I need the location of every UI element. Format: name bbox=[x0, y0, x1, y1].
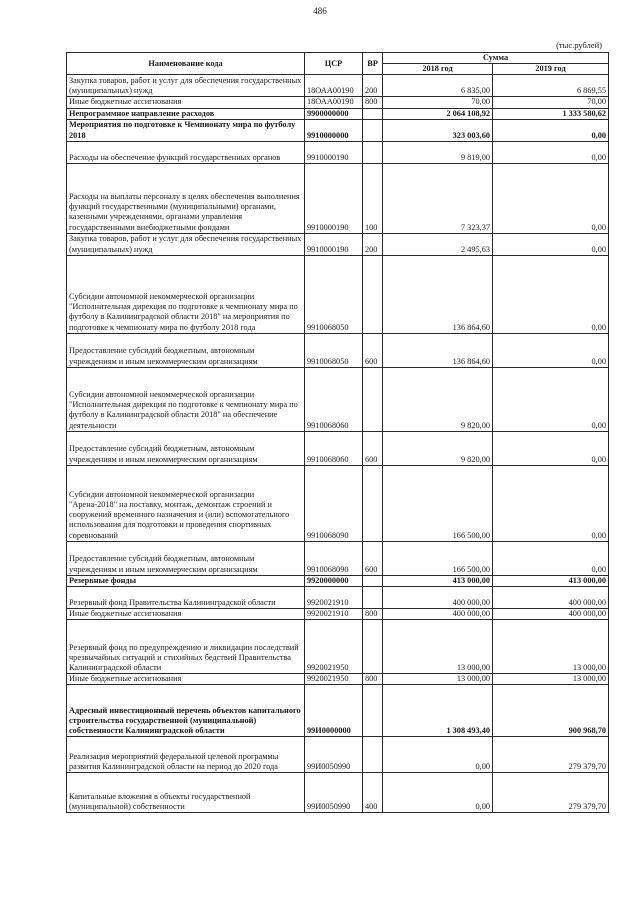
row-vr-cell: 800 bbox=[363, 609, 383, 620]
row-csr-cell: 99И0000000 bbox=[305, 685, 363, 737]
row-name-cell: Мероприятия по подготовке к Чемпионату мира по футболу 2018 bbox=[67, 119, 305, 141]
row-vr-cell bbox=[363, 108, 383, 119]
row-2018-cell: 13 000,00 bbox=[383, 674, 493, 685]
row-2019-cell: 0,00 bbox=[493, 119, 609, 141]
row-2018-cell: 1 308 493,40 bbox=[383, 685, 493, 737]
row-vr-cell bbox=[363, 465, 383, 541]
row-2019-cell: 0,00 bbox=[493, 541, 609, 575]
table-row bbox=[67, 233, 609, 255]
table-row bbox=[67, 575, 609, 586]
row-vr-cell bbox=[363, 587, 383, 609]
row-name-cell: Иные бюджетные ассигнования bbox=[67, 609, 305, 620]
table-row bbox=[67, 737, 609, 773]
row-vr-cell: 800 bbox=[363, 97, 383, 108]
row-2019-cell: 900 968,70 bbox=[493, 685, 609, 737]
row-2019-cell: 0,00 bbox=[493, 431, 609, 465]
row-csr-cell: 9920021910 bbox=[305, 609, 363, 620]
table-row bbox=[67, 367, 609, 431]
row-2018-cell: 9 820,00 bbox=[383, 367, 493, 431]
row-name-cell: Предоставление субсидий бюджетным, автономным учреждениям и иным некоммерческим организациям bbox=[67, 541, 305, 575]
table-row bbox=[67, 97, 609, 108]
table-row bbox=[67, 773, 609, 813]
row-vr-cell: 200 bbox=[363, 75, 383, 97]
row-2018-cell: 0,00 bbox=[383, 737, 493, 773]
row-name-cell: Расходы на выплаты персоналу в целях обеспечения выполнения функций государственными (муниципальными) органами, казенными учреждениями, органами управления государственными внебюджетными фондами bbox=[67, 163, 305, 233]
table-row bbox=[67, 465, 609, 541]
row-vr-cell: 100 bbox=[363, 163, 383, 233]
row-vr-cell bbox=[363, 620, 383, 674]
row-name-cell: Резервный фонд Правительства Калининградской области bbox=[67, 587, 305, 609]
row-2018-cell: 413 000,00 bbox=[383, 575, 493, 586]
table-row bbox=[67, 108, 609, 119]
row-2019-cell: 0,00 bbox=[493, 233, 609, 255]
row-csr-cell: 9910068090 bbox=[305, 465, 363, 541]
table-row bbox=[67, 431, 609, 465]
row-2019-cell: 13 000,00 bbox=[493, 620, 609, 674]
row-vr-cell bbox=[363, 367, 383, 431]
row-2019-cell: 13 000,00 bbox=[493, 674, 609, 685]
row-2018-cell: 323 003,60 bbox=[383, 119, 493, 141]
row-name-cell: Субсидии автономной некоммерческой организации "Исполнительная дирекция по подготовке к чемпионату мира по футболу в Калининградской области 2018" на мероприятия по подготовке к чемпионату мира по футболу 2018 года bbox=[67, 255, 305, 333]
page-number: 486 bbox=[313, 6, 327, 16]
row-2019-cell: 279 379,70 bbox=[493, 773, 609, 813]
row-vr-cell bbox=[363, 685, 383, 737]
header-2018: 2018 год bbox=[383, 64, 493, 75]
table-row bbox=[67, 609, 609, 620]
row-vr-cell: 800 bbox=[363, 674, 383, 685]
row-vr-cell: 600 bbox=[363, 333, 383, 367]
row-2018-cell: 400 000,00 bbox=[383, 587, 493, 609]
row-2019-cell: 0,00 bbox=[493, 367, 609, 431]
row-csr-cell: 9920021950 bbox=[305, 674, 363, 685]
row-name-cell: Иные бюджетные ассигнования bbox=[67, 674, 305, 685]
units-label: (тыс.рублей) bbox=[556, 40, 602, 50]
table-row bbox=[67, 541, 609, 575]
row-2019-cell: 400 000,00 bbox=[493, 587, 609, 609]
row-2018-cell: 9 819,00 bbox=[383, 141, 493, 163]
row-csr-cell: 9910068050 bbox=[305, 333, 363, 367]
row-name-cell: Резервный фонд по предупреждению и ликвидации последствий чрезвычайных ситуаций и стихийных бедствий Правительства Калининградской области bbox=[67, 620, 305, 674]
row-csr-cell: 9920000000 bbox=[305, 575, 363, 586]
row-csr-cell: 99И0050990 bbox=[305, 737, 363, 773]
row-vr-cell bbox=[363, 737, 383, 773]
row-vr-cell: 600 bbox=[363, 541, 383, 575]
row-2018-cell: 2 495,63 bbox=[383, 233, 493, 255]
row-name-cell: Иные бюджетные ассигнования bbox=[67, 97, 305, 108]
row-2019-cell: 1 333 580,62 bbox=[493, 108, 609, 119]
row-csr-cell: 9900000000 bbox=[305, 108, 363, 119]
row-vr-cell: 400 bbox=[363, 773, 383, 813]
row-csr-cell: 9910068050 bbox=[305, 255, 363, 333]
row-csr-cell: 9920021910 bbox=[305, 587, 363, 609]
row-csr-cell: 9910068060 bbox=[305, 431, 363, 465]
row-name-cell: Капитальные вложения в объекты государственной (муниципальной) собственности bbox=[67, 773, 305, 813]
row-name-cell: Субсидии автономной некоммерческой организации "Исполнительная дирекция по подготовке к чемпионату мира по футболу в Калининградской области 2018" на обеспечение деятельности bbox=[67, 367, 305, 431]
header-row-top bbox=[67, 53, 609, 64]
row-name-cell: Предоставление субсидий бюджетным, автономным учреждениям и иным некоммерческим организациям bbox=[67, 431, 305, 465]
table-row bbox=[67, 587, 609, 609]
table-row bbox=[67, 75, 609, 97]
row-2019-cell: 279 379,70 bbox=[493, 737, 609, 773]
row-csr-cell: 9910068090 bbox=[305, 541, 363, 575]
row-csr-cell: 9910000190 bbox=[305, 163, 363, 233]
row-2019-cell: 0,00 bbox=[493, 255, 609, 333]
row-2018-cell: 6 835,00 bbox=[383, 75, 493, 97]
row-csr-cell: 9910068060 bbox=[305, 367, 363, 431]
row-vr-cell bbox=[363, 141, 383, 163]
row-2018-cell: 400 000,00 bbox=[383, 609, 493, 620]
table-body bbox=[67, 75, 609, 813]
table-row bbox=[67, 141, 609, 163]
row-name-cell: Предоставление субсидий бюджетным, автономным учреждениям и иным некоммерческим организациям bbox=[67, 333, 305, 367]
row-name-cell: Субсидии автономной некоммерческой организации "Арена-2018" на поставку, монтаж, демонтаж строений и сооружений временного назначения и (или) вспомогательного использования для подготовки и проведения спортивных соревнований bbox=[67, 465, 305, 541]
row-2018-cell: 166 500,00 bbox=[383, 541, 493, 575]
header-sum: Сумма bbox=[383, 53, 609, 64]
table-row bbox=[67, 674, 609, 685]
table-row bbox=[67, 620, 609, 674]
row-2019-cell: 0,00 bbox=[493, 163, 609, 233]
row-vr-cell bbox=[363, 575, 383, 586]
header-csr: ЦСР bbox=[305, 53, 363, 75]
row-csr-cell: 99И0050990 bbox=[305, 773, 363, 813]
row-2019-cell: 413 000,00 bbox=[493, 575, 609, 586]
row-name-cell: Резервные фонды bbox=[67, 575, 305, 586]
row-name-cell: Расходы на обеспечение функций государственных органов bbox=[67, 141, 305, 163]
row-2018-cell: 9 820,00 bbox=[383, 431, 493, 465]
row-csr-cell: 9920021950 bbox=[305, 620, 363, 674]
row-vr-cell bbox=[363, 255, 383, 333]
header-2019: 2019 год bbox=[493, 64, 609, 75]
header-vr: ВР bbox=[363, 53, 383, 75]
row-name-cell: Непрограммное направление расходов bbox=[67, 108, 305, 119]
row-2018-cell: 136 864,60 bbox=[383, 333, 493, 367]
row-vr-cell bbox=[363, 119, 383, 141]
row-2018-cell: 70,00 bbox=[383, 97, 493, 108]
row-2019-cell: 70,00 bbox=[493, 97, 609, 108]
table-row bbox=[67, 119, 609, 141]
row-2019-cell: 0,00 bbox=[493, 465, 609, 541]
row-2018-cell: 2 064 108,92 bbox=[383, 108, 493, 119]
row-name-cell: Закупка товаров, работ и услуг для обеспечения государственных (муниципальных) нужд bbox=[67, 233, 305, 255]
table-row bbox=[67, 685, 609, 737]
row-vr-cell: 600 bbox=[363, 431, 383, 465]
row-name-cell: Адресный инвестиционный перечень объектов капитального строительства государственной (муниципальной) собственности Калининградской области bbox=[67, 685, 305, 737]
row-2018-cell: 7 323,37 bbox=[383, 163, 493, 233]
table-row bbox=[67, 255, 609, 333]
row-2019-cell: 400 000,00 bbox=[493, 609, 609, 620]
row-2019-cell: 0,00 bbox=[493, 141, 609, 163]
row-2018-cell: 166 500,00 bbox=[383, 465, 493, 541]
row-2018-cell: 0,00 bbox=[383, 773, 493, 813]
table-row bbox=[67, 333, 609, 367]
budget-table bbox=[66, 52, 609, 813]
row-name-cell: Реализация мероприятий федеральной целевой программы развития Калининградской области на период до 2020 года bbox=[67, 737, 305, 773]
row-csr-cell: 18ОАА00190 bbox=[305, 75, 363, 97]
row-vr-cell: 200 bbox=[363, 233, 383, 255]
row-2018-cell: 13 000,00 bbox=[383, 620, 493, 674]
row-name-cell: Закупка товаров, работ и услуг для обеспечения государственных (муниципальных) нужд bbox=[67, 75, 305, 97]
row-2019-cell: 6 869,55 bbox=[493, 75, 609, 97]
row-2018-cell: 136 864,60 bbox=[383, 255, 493, 333]
row-csr-cell: 18ОАА00190 bbox=[305, 97, 363, 108]
row-csr-cell: 9910000190 bbox=[305, 233, 363, 255]
row-2019-cell: 0,00 bbox=[493, 333, 609, 367]
table-row bbox=[67, 163, 609, 233]
header-name: Наименование кода bbox=[67, 53, 305, 75]
row-csr-cell: 9910000190 bbox=[305, 141, 363, 163]
row-csr-cell: 9910000000 bbox=[305, 119, 363, 141]
